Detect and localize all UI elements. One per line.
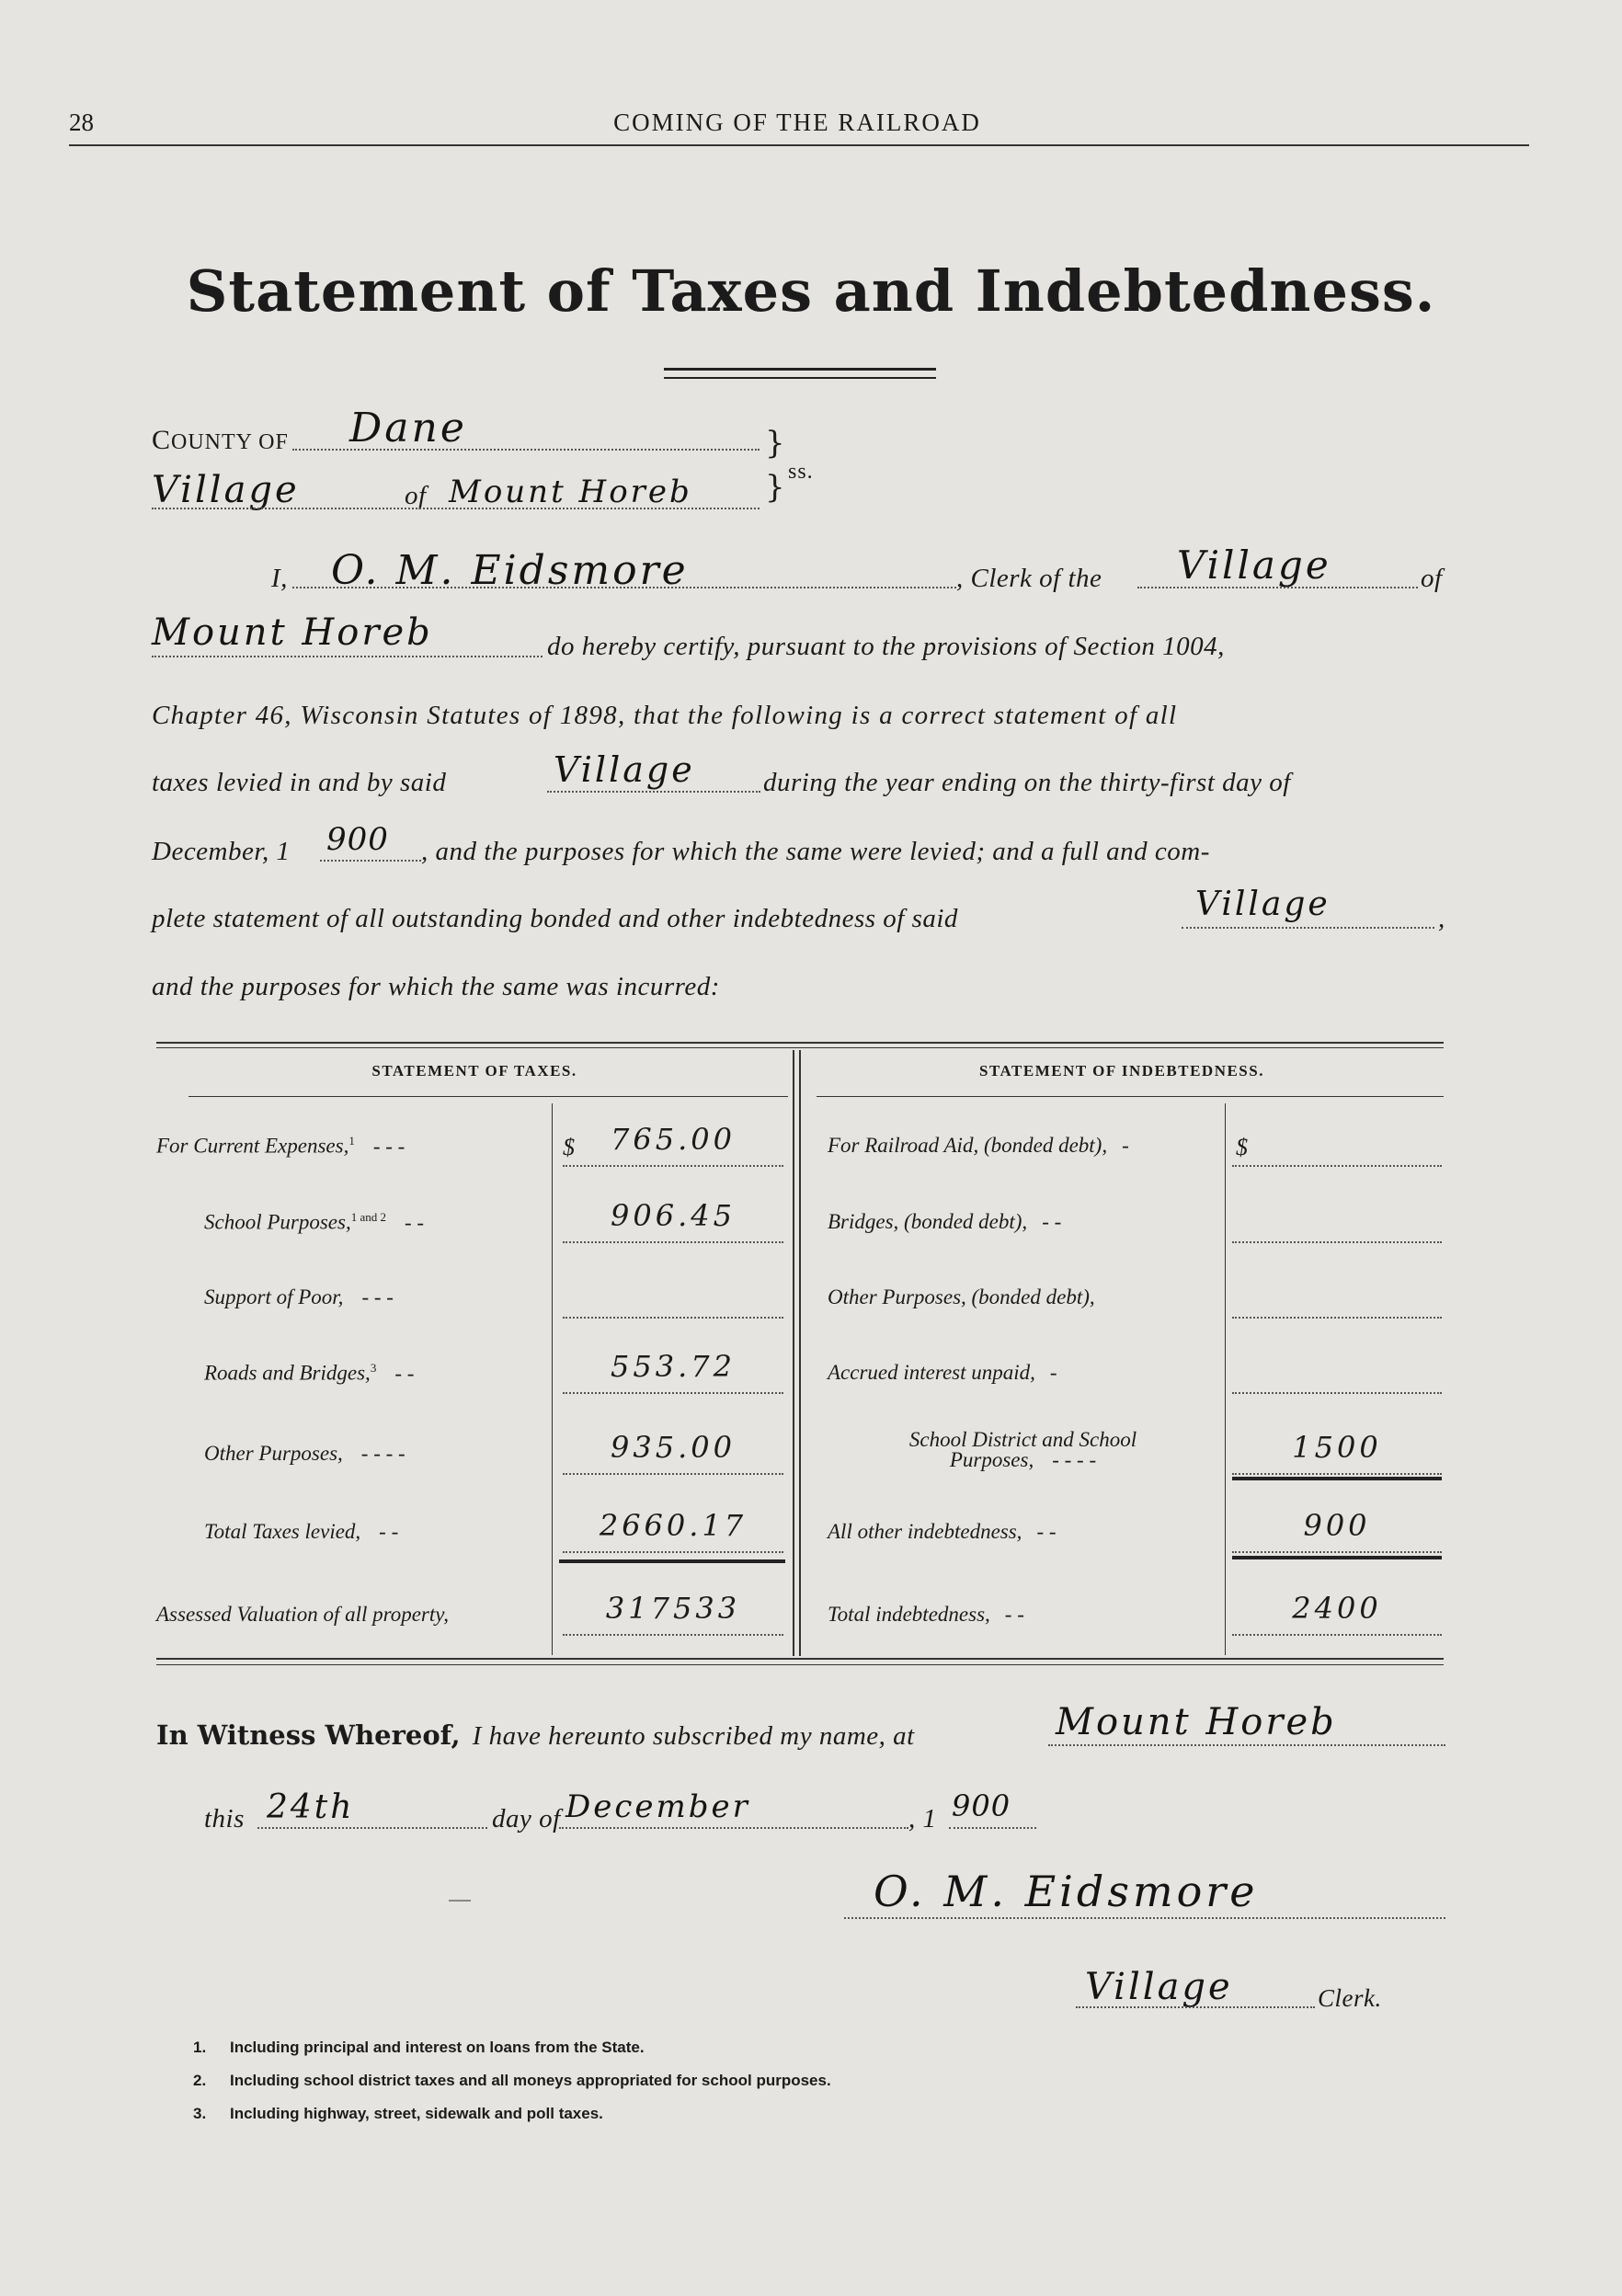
taxes-value-line — [563, 1241, 783, 1243]
municipality-line — [152, 508, 760, 509]
taxes-row-label-text: Roads and Bridges, — [204, 1361, 371, 1385]
certificate-place-line — [152, 656, 543, 657]
leader-dashes: - - — [1042, 1210, 1062, 1233]
of-label: of — [405, 481, 427, 510]
county-value: Dane — [349, 405, 467, 451]
of-label-2: of — [1421, 564, 1443, 593]
leader-dashes: - - — [379, 1520, 399, 1543]
clerk-signature: O. M. Eidsmore — [874, 1867, 1259, 1916]
leader-dashes: - - - - — [1052, 1448, 1097, 1471]
footnote-number: 1. — [193, 2039, 207, 2056]
indebtedness-value: 900 — [1303, 1508, 1371, 1543]
certificate-line-4b: during the year ending on the thirty-first day of — [763, 768, 1291, 797]
taxes-total-rule — [559, 1559, 785, 1563]
taxes-row-label — [204, 1442, 406, 1466]
table-top-rule — [156, 1047, 1444, 1048]
table-bottom-rule — [156, 1664, 1444, 1665]
certificate-line-7: and the purposes for which the same was incurred: — [152, 972, 720, 1001]
indebtedness-value: 2400 — [1292, 1591, 1382, 1626]
table-divider — [799, 1050, 801, 1656]
header-rule — [69, 144, 1529, 146]
county-label: COUNTY OF — [152, 425, 289, 455]
month-value: December — [565, 1788, 750, 1825]
taxes-value-column-rule — [552, 1103, 553, 1655]
form-title: Statement of Taxes and Indebtedness. — [186, 257, 1436, 325]
indebtedness-subtotal-rule — [1232, 1477, 1442, 1480]
ss-label: ss. — [788, 460, 814, 484]
taxes-value: 765.00 — [611, 1122, 736, 1157]
certificate-line-5b: , and the purposes for which the same were levied; and a full and com- — [421, 837, 1210, 866]
taxes-value-line — [563, 1392, 783, 1394]
running-title: COMING OF THE RAILROAD — [613, 109, 981, 136]
taxes-value: 906.45 — [611, 1198, 736, 1233]
leader-dashes: - - - — [361, 1285, 394, 1308]
taxes-value: 317533 — [605, 1591, 741, 1626]
indebtedness-row-label-text: Accrued interest unpaid, — [828, 1361, 1035, 1384]
indebtedness-row-label — [828, 1134, 1218, 1158]
taxes-row-label-text: For Current Expenses, — [156, 1134, 349, 1158]
indebtedness-value-line — [1232, 1392, 1442, 1394]
indebtedness-value-column-rule — [1225, 1103, 1226, 1655]
year-value: 900 — [326, 821, 389, 858]
taxes-value-line — [563, 1165, 783, 1167]
taxes-value: 2660.17 — [599, 1508, 748, 1543]
taxes-heading: STATEMENT OF TAXES. — [371, 1062, 577, 1079]
indebtedness-row-label-text: School District and School — [908, 1428, 1137, 1451]
taxes-row-label-text: Total Taxes levied, — [204, 1520, 361, 1543]
office-value: Village — [1085, 1966, 1233, 2008]
day-value: 24th — [267, 1788, 355, 1826]
indebtedness-value-line — [1232, 1317, 1442, 1319]
footnote-text: Including school district taxes and all moneys appropriated for school purposes. — [230, 2072, 831, 2089]
certificate-line-6-comma: , — [1438, 904, 1445, 933]
leader-dashes: - — [1049, 1361, 1057, 1384]
table-divider — [793, 1050, 794, 1656]
witness-line — [156, 1719, 915, 1752]
indebtedness-row-label — [828, 1430, 1218, 1470]
taxes-row-label — [156, 1603, 449, 1627]
indebtedness-total-rule — [1232, 1556, 1442, 1559]
taxes-row-label — [204, 1520, 398, 1544]
indebtedness-value-line — [1232, 1473, 1442, 1475]
venue-brace: } — [765, 425, 785, 462]
footnote-text: Including principal and interest on loans from the State. — [230, 2039, 645, 2056]
indebtedness-row-label-text-2 — [828, 1450, 1218, 1470]
indebtedness-value-line — [1232, 1165, 1442, 1167]
indebtedness-row-label-text: Bridges, (bonded debt), — [828, 1210, 1028, 1233]
stray-mark — [449, 1900, 471, 1902]
dollar-sign: $ — [563, 1134, 575, 1160]
footnote-ref: 1 and 2 — [350, 1210, 386, 1224]
witness-year-value: 900 — [952, 1788, 1011, 1823]
leader-dashes: - — [1122, 1134, 1129, 1157]
indebtedness-row-label-text: Other Purposes, (bonded debt), — [828, 1285, 1095, 1308]
indebtedness-row-label-text: Total indebtedness, — [828, 1603, 990, 1626]
indebtedness-value-line — [1232, 1551, 1442, 1553]
dollar-sign: $ — [1236, 1134, 1248, 1160]
table-bottom-rule — [156, 1658, 1444, 1660]
witness-lead: In Witness Whereof, — [156, 1719, 461, 1751]
certificate-place-value: Mount Horeb — [152, 611, 433, 654]
taxes-row-label-text: Assessed Valuation of all property, — [156, 1603, 449, 1626]
office-line — [1076, 2006, 1315, 2008]
indebtedness-row-label-text: Purposes, — [949, 1448, 1034, 1471]
footnote-text: Including highway, street, sidewalk and poll taxes. — [230, 2105, 603, 2122]
page-number: 28 — [69, 109, 94, 136]
indebtedness-row-label — [828, 1603, 1218, 1627]
clerk-name-line — [292, 587, 956, 588]
indebtedness-value: 1500 — [1292, 1430, 1382, 1465]
indebtedness-row-label — [828, 1210, 1218, 1234]
indebtedness-row-label — [828, 1520, 1218, 1544]
taxes-levied-by-line — [547, 791, 760, 793]
taxes-value: 553.72 — [611, 1349, 736, 1384]
indebtedness-of-line — [1182, 927, 1434, 929]
certificate-line-3: Chapter 46, Wisconsin Statutes of 1898, that the following is a correct statement of all — [152, 701, 1178, 730]
witness-text: I have hereunto subscribed my name, at — [472, 1721, 915, 1751]
footnote-ref: 3 — [370, 1361, 377, 1375]
clerk-name-value: O. M. Eidsmore — [331, 547, 689, 594]
indebtedness-of-value: Village — [1195, 885, 1331, 923]
taxes-row-label — [204, 1285, 394, 1309]
leader-dashes: - - — [394, 1361, 415, 1385]
table-top-rule — [156, 1042, 1444, 1044]
taxes-value: 935.00 — [611, 1430, 736, 1465]
certificate-line-4a: taxes levied in and by said — [152, 768, 447, 797]
footnote-ref: 1 — [348, 1134, 355, 1148]
witness-year-line — [949, 1827, 1036, 1829]
taxes-row-label-text: School Purposes, — [204, 1210, 351, 1234]
clerk-label: Clerk. — [1318, 1984, 1382, 2012]
indebtedness-row-label — [828, 1361, 1218, 1385]
title-rule — [664, 377, 936, 379]
title-rule — [664, 368, 936, 371]
taxes-heading-rule — [188, 1096, 788, 1097]
taxes-value-line — [563, 1317, 783, 1319]
indebtedness-value-line — [1232, 1634, 1442, 1636]
indebtedness-heading: STATEMENT OF INDEBTEDNESS. — [979, 1062, 1264, 1079]
leader-dashes: - - - - — [360, 1442, 406, 1465]
leader-dashes: - - — [1004, 1603, 1024, 1626]
taxes-row-label — [204, 1361, 414, 1386]
day-line — [257, 1827, 487, 1829]
indebtedness-row-label-text: For Railroad Aid, (bonded debt), — [828, 1134, 1108, 1157]
municipality-value: Village — [152, 469, 300, 511]
indebtedness-heading-rule — [817, 1096, 1444, 1097]
taxes-value-line — [563, 1551, 783, 1553]
venue-brace: } — [765, 469, 785, 506]
year-prefix: , 1 — [908, 1804, 937, 1833]
certificate-line-5a: December, 1 — [152, 837, 291, 866]
taxes-row-label-text: Other Purposes, — [204, 1442, 343, 1465]
certificate-line-2: do hereby certify, pursuant to the provisions of Section 1004, — [547, 632, 1225, 661]
leader-dashes: - - — [1036, 1520, 1057, 1543]
taxes-row-label-text: Support of Poor, — [204, 1285, 344, 1308]
day-of-label: day of — [492, 1804, 561, 1833]
indebtedness-row-label-text: All other indebtedness, — [828, 1520, 1022, 1543]
clerk-of-line — [1137, 587, 1418, 588]
venue-place-value: Mount Horeb — [449, 474, 692, 510]
month-line — [559, 1827, 908, 1829]
year-line — [320, 860, 421, 862]
i-label: I, — [271, 564, 288, 593]
taxes-value-line — [563, 1634, 783, 1636]
footnote-number: 2. — [193, 2072, 207, 2089]
taxes-row-label — [156, 1134, 405, 1159]
witness-place-value: Mount Horeb — [1056, 1701, 1337, 1743]
indebtedness-value-line — [1232, 1241, 1442, 1243]
taxes-row-label — [204, 1210, 424, 1235]
leader-dashes: - - — [405, 1210, 425, 1234]
this-label: this — [204, 1804, 245, 1833]
witness-place-line — [1048, 1744, 1445, 1746]
signature-line — [844, 1917, 1445, 1919]
certificate-line-6a: plete statement of all outstanding bonded and other indebtedness of said — [152, 904, 958, 933]
taxes-value-line — [563, 1473, 783, 1475]
taxes-levied-by-value: Village — [554, 749, 695, 790]
clerk-of-label: , Clerk of the — [956, 564, 1102, 593]
indebtedness-row-label — [828, 1285, 1218, 1309]
footnote-number: 3. — [193, 2105, 207, 2122]
leader-dashes: - - - — [372, 1134, 406, 1158]
clerk-of-value: Village — [1177, 543, 1331, 588]
